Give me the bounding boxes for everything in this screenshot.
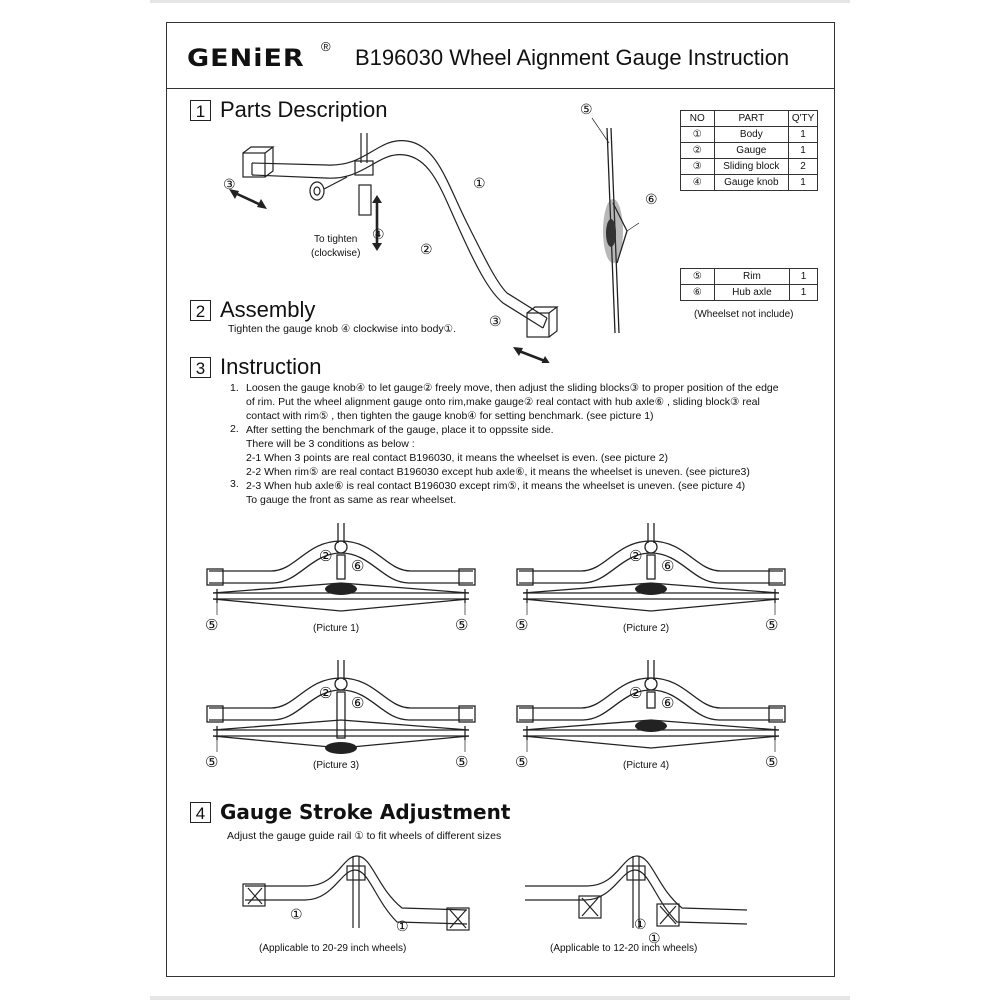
section-assembly-heading — [190, 297, 315, 323]
marker-gauge: ② — [319, 685, 333, 702]
marker-rim: ⑤ — [455, 754, 469, 771]
section-number: 1 — [190, 100, 211, 121]
marker-hub-axle: ⑥ — [661, 695, 675, 712]
instruction-line: of rim. Put the wheel alignment gauge onto rim,make gauge② real contact with hub axle⑥ , sliding block③ real — [246, 396, 760, 408]
brand-logo: GENiER — [187, 44, 305, 73]
table-cell: 1 — [789, 127, 818, 143]
instruction-line: contact with rim⑤ , then tighten the gauge knob④ for setting benchmark. (see picture 1) — [246, 410, 654, 422]
marker-gauge: ② — [420, 241, 433, 257]
section-number: 2 — [190, 300, 211, 321]
table-row — [681, 127, 818, 143]
step-number: 3. — [230, 478, 239, 490]
instruction-sheet — [166, 22, 835, 977]
section-number: 3 — [190, 357, 211, 378]
page-edge-bottom — [150, 996, 850, 1000]
stroke-text: Adjust the gauge guide rail ① to fit wheels of different sizes — [227, 830, 502, 842]
marker-rim: ⑤ — [455, 617, 469, 634]
step-number: 1. — [230, 382, 239, 394]
column-header: PART — [714, 111, 789, 127]
table-cell: ⑤ — [681, 269, 715, 285]
table-cell: Body — [714, 127, 789, 143]
step-number: 2. — [230, 423, 239, 435]
marker-body: ① — [396, 918, 409, 934]
instruction-line: 2-3 When hub axle⑥ is real contact B196030 except rim⑤, it means the wheelset is uneven. (see picture 4) — [246, 480, 746, 492]
picture-caption: (Picture 3) — [313, 760, 360, 771]
table-row — [681, 175, 818, 191]
header — [167, 23, 834, 89]
table-cell: ② — [681, 143, 715, 159]
marker-rim: ⑤ — [205, 754, 219, 771]
picture-caption: (Picture 1) — [313, 623, 360, 634]
section-title: Parts Description — [220, 97, 388, 122]
table-cell: ⑥ — [681, 285, 715, 301]
marker-rim: ⑤ — [515, 617, 529, 634]
wheel-side-diagram — [587, 113, 667, 338]
picture-caption: (Picture 4) — [623, 760, 670, 771]
wheelset-table — [680, 268, 818, 301]
table-header-row — [681, 111, 818, 127]
marker-sliding-block-right: ③ — [489, 313, 502, 329]
marker-rim: ⑤ — [515, 754, 529, 771]
table-cell: 1 — [790, 269, 818, 285]
picture-diagram — [511, 523, 791, 623]
table-cell: Hub axle — [714, 285, 789, 301]
table-cell: Gauge knob — [714, 175, 789, 191]
marker-hub-axle: ⑥ — [645, 191, 658, 207]
picture-4 — [511, 660, 791, 780]
section-title: Assembly — [220, 297, 316, 322]
instruction-line: To gauge the front as same as rear wheelset. — [246, 494, 457, 506]
marker-rim: ⑤ — [765, 617, 779, 634]
stroke-caption-narrow: (Applicable to 12-20 inch wheels) — [550, 943, 698, 954]
marker-body: ① — [290, 906, 303, 922]
section-parts-heading — [190, 97, 388, 123]
table-row — [681, 159, 818, 175]
picture-3 — [201, 660, 481, 780]
page-edge-top — [150, 0, 850, 3]
table-cell: 1 — [790, 285, 818, 301]
section-instruction-heading — [190, 354, 322, 380]
instruction-line: There will be 3 conditions as below : — [246, 438, 415, 450]
instruction-line: 2-2 When rim⑤ are real contact B196030 except hub axle⑥, it means the wheelset is uneven. (see picture3) — [246, 466, 750, 478]
picture-1 — [201, 523, 481, 643]
parts-table — [680, 110, 818, 191]
instruction-line: After setting the benchmark of the gauge, place it to oppssite side. — [246, 424, 554, 436]
marker-body: ① — [648, 930, 661, 946]
marker-rim: ⑤ — [205, 617, 219, 634]
document-title: B196030 Wheel Aignment Gauge Instruction — [355, 45, 790, 70]
marker-gauge: ② — [629, 685, 643, 702]
marker-knob: ④ — [372, 226, 385, 242]
tighten-label: To tighten — [314, 234, 358, 245]
picture-diagram — [201, 660, 481, 760]
section-title: Gauge Stroke Adjustment — [220, 800, 511, 824]
table-cell: ③ — [681, 159, 715, 175]
marker-hub-axle: ⑥ — [661, 558, 675, 575]
table-cell: Gauge — [714, 143, 789, 159]
stroke-caption-wide: (Applicable to 20-29 inch wheels) — [259, 943, 407, 954]
marker-hub-axle: ⑥ — [351, 695, 365, 712]
stroke-diagram-wide — [237, 848, 477, 943]
table-cell: ④ — [681, 175, 715, 191]
table-row — [681, 143, 818, 159]
table-row — [681, 269, 818, 285]
table-cell: 1 — [789, 175, 818, 191]
instruction-line: Loosen the gauge knob④ to let gauge② freely move, then adjust the sliding blocks③ to proper position of the edge — [246, 382, 779, 394]
marker-sliding-block-left: ③ — [223, 176, 236, 192]
column-header: Q'TY — [789, 111, 818, 127]
marker-body: ① — [634, 916, 647, 932]
marker-gauge: ② — [319, 548, 333, 565]
table-cell: 1 — [789, 143, 818, 159]
picture-diagram — [201, 523, 481, 623]
section-number: 4 — [190, 802, 211, 823]
marker-body: ① — [473, 175, 486, 191]
clockwise-label: (clockwise) — [311, 248, 361, 259]
table-cell: Sliding block — [714, 159, 789, 175]
picture-diagram — [511, 660, 791, 760]
marker-rim: ⑤ — [765, 754, 779, 771]
instruction-line: 2-1 When 3 points are real contact B196030, it means the wheelset is even. (see picture 2) — [246, 452, 668, 464]
marker-rim: ⑤ — [580, 101, 593, 117]
section-title: Instruction — [220, 354, 322, 379]
marker-gauge: ② — [629, 548, 643, 565]
table-row — [681, 285, 818, 301]
column-header: NO — [681, 111, 715, 127]
picture-caption: (Picture 2) — [623, 623, 670, 634]
picture-2 — [511, 523, 791, 643]
table-cell: 2 — [789, 159, 818, 175]
assembly-text: Tighten the gauge knob ④ clockwise into body①. — [228, 323, 456, 335]
section-stroke-heading — [190, 800, 510, 824]
wheelset-note: (Wheelset not include) — [694, 309, 794, 320]
table-cell: ① — [681, 127, 715, 143]
table-cell: Rim — [714, 269, 789, 285]
marker-hub-axle: ⑥ — [351, 558, 365, 575]
registered-mark: ® — [321, 39, 331, 54]
